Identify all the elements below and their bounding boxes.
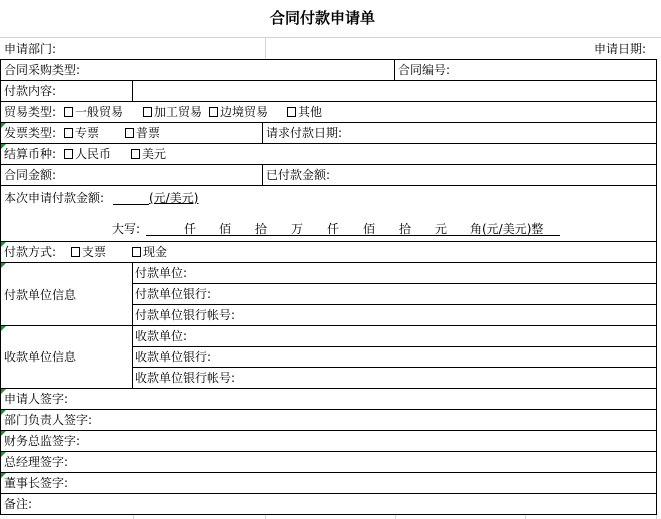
daxie-unit: 佰: [219, 222, 232, 236]
table-border: [132, 346, 657, 347]
trade-option-processing[interactable]: 加工贸易: [143, 105, 202, 119]
checkbox-icon: [64, 107, 73, 117]
payment-content-label: 付款内容:: [4, 84, 57, 98]
table-border: [262, 164, 263, 186]
invoice-option-normal[interactable]: 普票: [125, 126, 160, 140]
checkbox-icon: [71, 247, 80, 257]
pay-method-option-cash[interactable]: 现金: [132, 245, 167, 259]
table-border: [0, 514, 657, 515]
this-amount-label: 本次申请付款金额:: [4, 191, 105, 205]
request-date-label: 请求付款日期:: [266, 126, 343, 140]
table-border: [0, 430, 657, 431]
checkbox-icon: [132, 247, 141, 257]
table-border: [0, 493, 657, 494]
daxie-unit: 仟: [327, 222, 340, 236]
form-title: 合同付款申请单: [270, 9, 376, 27]
checkbox-icon: [287, 107, 296, 117]
contract-no-label: 合同编号:: [398, 63, 451, 77]
daxie-label: 大写:: [112, 222, 141, 236]
daxie-unit: 元: [435, 222, 448, 236]
pay-method-option-cheque[interactable]: 支票: [71, 245, 106, 259]
table-border: [132, 262, 133, 389]
sign-dept-head-label: 部门负责人签字:: [4, 413, 93, 427]
trade-type-label: 贸易类型:: [4, 105, 57, 119]
cell-indicator: [1, 326, 6, 331]
payee-unit-label: 收款单位:: [135, 329, 188, 343]
contract-amount-label: 合同金额:: [4, 168, 57, 182]
table-border: [656, 59, 657, 515]
currency-option-usd[interactable]: 美元: [131, 147, 166, 161]
checkbox-icon: [209, 107, 218, 117]
remark-label: 备注:: [4, 497, 33, 511]
cell-indicator: [1, 263, 6, 268]
sign-gm-label: 总经理签字:: [4, 455, 69, 469]
checkbox-icon: [125, 128, 134, 138]
checkbox-icon: [64, 149, 73, 159]
dept-label: 申请部门:: [4, 42, 57, 56]
payee-bank-label: 收款单位银行:: [135, 350, 212, 364]
checkbox-icon: [131, 149, 140, 159]
payee-info-label: 收款单位信息: [4, 350, 77, 364]
payer-account-label: 付款单位银行帐号:: [135, 308, 236, 322]
table-border: [0, 59, 657, 60]
table-border: [394, 59, 395, 81]
table-border: [0, 325, 657, 326]
table-border: [132, 304, 657, 305]
table-border: [0, 409, 657, 410]
sign-applicant-label: 申请人签字:: [4, 392, 69, 406]
table-border: [0, 80, 657, 81]
payer-bank-label: 付款单位银行:: [135, 287, 212, 301]
table-border: [0, 472, 657, 473]
table-border: [0, 262, 657, 263]
sign-finance-label: 财务总监签字:: [4, 434, 81, 448]
trade-option-other[interactable]: 其他: [287, 105, 322, 119]
table-border: [132, 283, 657, 284]
daxie-unit: 角(元/美元)整: [470, 222, 544, 236]
table-border: [0, 241, 657, 242]
table-border: [132, 80, 133, 102]
currency-option-rmb[interactable]: 人民币: [64, 147, 111, 161]
currency-label: 结算币种:: [4, 147, 57, 161]
payee-account-label: 收款单位银行帐号:: [135, 371, 236, 385]
table-border: [0, 101, 657, 102]
invoice-option-special[interactable]: 专票: [64, 126, 99, 140]
invoice-type-label: 发票类型:: [4, 126, 57, 140]
checkbox-icon: [143, 107, 152, 117]
payer-unit-label: 付款单位:: [135, 266, 188, 280]
checkbox-icon: [64, 128, 73, 138]
paid-amount-label: 已付款金额:: [266, 168, 331, 182]
table-border: [262, 122, 263, 144]
daxie-unit: 拾: [255, 222, 268, 236]
payer-info-label: 付款单位信息: [4, 288, 77, 302]
amount-unit: (元/美元): [149, 191, 199, 205]
pay-method-label: 付款方式:: [4, 245, 57, 259]
table-border: [0, 164, 657, 165]
daxie-unit: 仟: [184, 222, 197, 236]
contract-type-label: 合同采购类型:: [4, 63, 81, 77]
table-border: [0, 451, 657, 452]
table-border: [0, 185, 657, 186]
table-border: [0, 122, 657, 123]
table-border: [0, 388, 657, 389]
table-border: [132, 367, 657, 368]
trade-option-border[interactable]: 边境贸易: [209, 105, 268, 119]
apply-date-label: 申请日期:: [594, 42, 647, 56]
table-border: [0, 143, 657, 144]
amount-blank-line: [113, 204, 149, 205]
gridline: [0, 37, 661, 38]
sign-chairman-label: 董事长签字:: [4, 476, 69, 490]
gridline: [265, 37, 266, 59]
daxie-unit: 佰: [363, 222, 376, 236]
daxie-unit: 拾: [399, 222, 412, 236]
trade-option-general[interactable]: 一般贸易: [64, 105, 123, 119]
daxie-unit: 万: [291, 222, 304, 236]
